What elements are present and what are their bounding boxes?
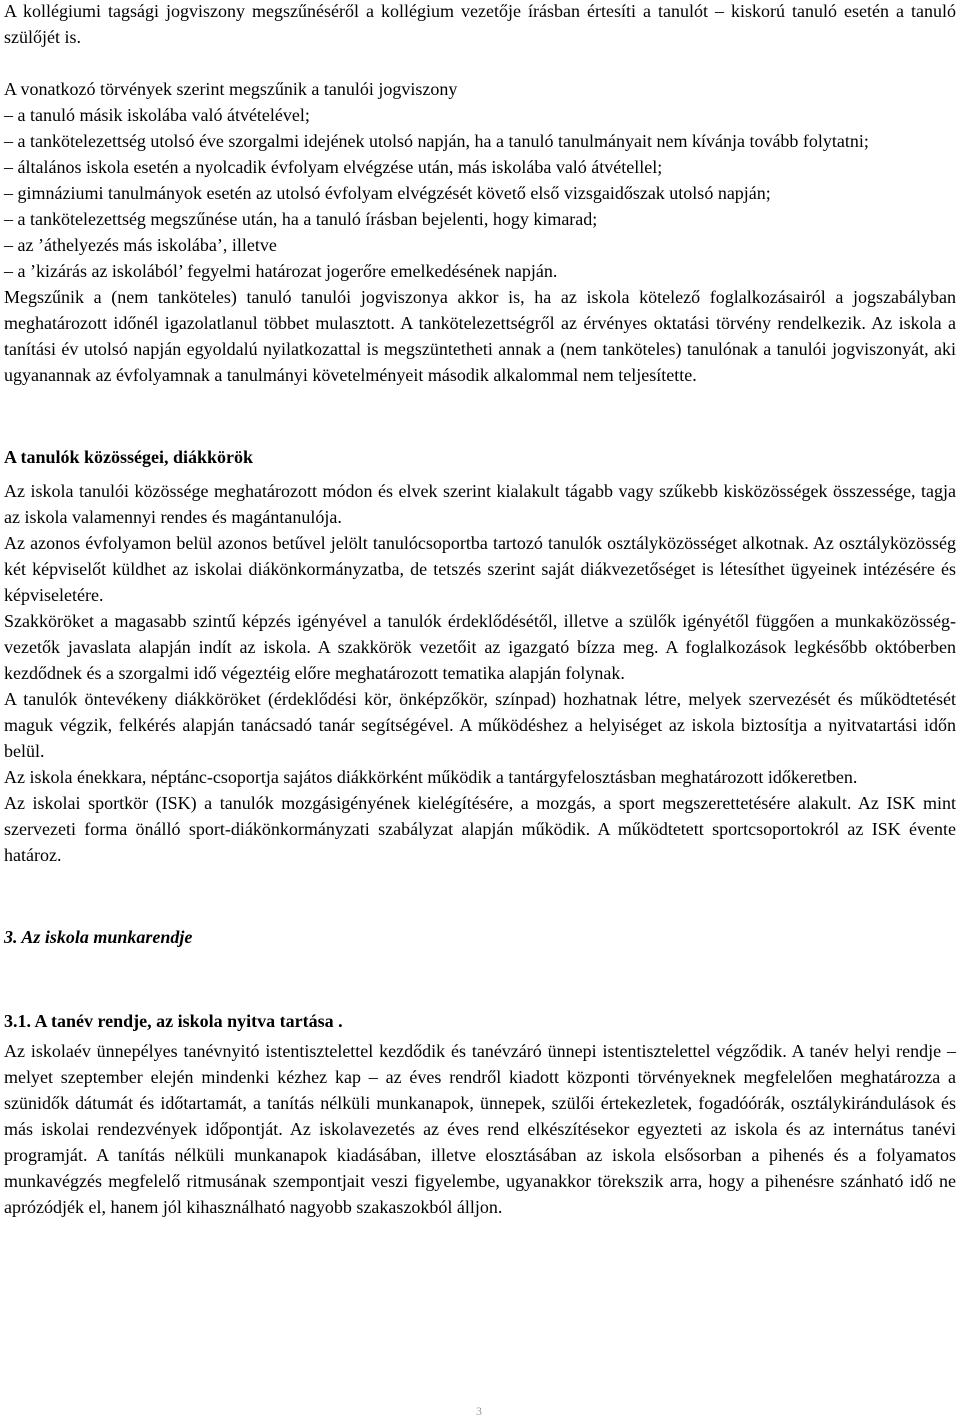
communities-paragraph: Szakköröket a magasabb szintű képzés igényével a tanulók érdeklődésétől, illetve a szülők igényétől függően a munkaközösség-vezetők javaslata alapján indít az iskola. A szakkörök vezetőit az igazgató bízza meg. A foglalkozások legkésőbb októberben kezdődnek és a szorgalmi idő végeztéig előre meghatározott tematika alapján folynak.: [4, 611, 956, 683]
school-year-paragraph: Az iskolaév ünnepélyes tanévnyitó istentisztelettel kezdődik és tanévzáró ünnepi istentisztelettel végződik. A tanév helyi rendje – melyet szeptember elején mindenki kézhez kap – az éves rendről kiadott központi törvényeknek megfelelően meghatározza a szünidők dátumát és időtartamát, a tanítás nélküli munkanapok, ünnepek, szülői értekezletek, fogadóórák, osztálykirándulások és más iskolai rendezvények időpontját. Az iskolavezetés az éves rend elkészítésekor egyezteti az iskola és az internátus tanévi programját. A tanítás nélküli munkanapok kiadásában, illetve elosztásában az iskola elsősorban a pihenés és a folyamatos munkavégzés megfelelő ritmusának szempontjait veszi figyelembe, ugyanakkor törekszik arra, hogy a pihenésre szánható idő ne aprózódjék el, hanem jól kihasználható nagyobb szakaszokból álljon.: [4, 1041, 956, 1217]
termination-item: – a ’kizárás az iskolából’ fegyelmi határozat jogerőre emelkedésének napján.: [4, 261, 558, 281]
termination-item: – gimnáziumi tanulmányok esetén az utolsó évfolyam elvégzését követő első vizsgaidőszak utolsó napján;: [4, 183, 771, 203]
school-work-order-heading: 3. Az iskola munkarendje: [4, 927, 193, 947]
intro-paragraph: A kollégiumi tagsági jogviszony megszűnéséről a kollégium vezetője írásban értesíti a tanulót – kiskorú tanuló esetén a tanuló szülőjét is.: [4, 1, 956, 47]
communities-paragraph: Az iskolai sportkör (ISK) a tanulók mozgásigényének kielégítésére, a mozgás, a sport megszerettetésére alakult. Az ISK mint szervezeti forma önálló sport-diákönkormányzati szabályzat alapján működik. A működtetett sportcsoportokról az ISK évente határoz.: [4, 793, 956, 865]
termination-item: – az ’áthelyezés más iskolába’, illetve: [4, 235, 277, 255]
communities-paragraph: Az iskola énekkara, néptánc-csoportja sajátos diákkörként működik a tantárgyfelosztásban meghatározott időkeretben.: [4, 767, 858, 787]
communities-paragraph: Az iskola tanulói közössége meghatározott módon és elvek szerint kialakult tágabb vagy szűkebb kisközösségek összessége, tagja az iskola valamennyi rendes és magántanulója.: [4, 481, 956, 527]
termination-followup-paragraph: Megszűnik a (nem tanköteles) tanuló tanulói jogviszonya akkor is, ha az iskola kötelező foglalkozásairól a jogszabályban meghatározott időnél igazolatlanul többet mulasztott. A tankötelezettségről az érvényes oktatási törvény rendelkezik. Az iskola a tanítási év utolsó napján egyoldalú nyilatkozattal is megszüntetheti annak a (nem tanköteles) tanulónak a tanulói jogviszonyát, aki ugyanannak az évfolyamnak a tanulmányi követelményeit második alkalommal nem teljesítette.: [4, 287, 956, 385]
school-year-heading: 3.1. A tanév rendje, az iskola nyitva tartása .: [4, 1011, 343, 1031]
document-page: [4, 0, 956, 1220]
termination-item: – a tankötelezettség megszűnése után, ha a tanuló írásban bejelenti, hogy kimarad;: [4, 209, 598, 229]
termination-lead: A vonatkozó törvények szerint megszűnik a tanulói jogviszony: [4, 79, 458, 99]
page-number: 3: [476, 1404, 482, 1418]
termination-item: – a tanuló másik iskolába való átvételével;: [4, 105, 310, 125]
communities-heading: A tanulók közösségei, diákkörök: [4, 447, 254, 467]
termination-item: – a tankötelezettség utolsó éve szorgalmi idejének utolsó napján, ha a tanuló tanulmányait nem kívánja tovább folytatni;: [4, 131, 869, 151]
communities-paragraph: A tanulók öntevékeny diákköröket (érdeklődési kör, önképzőkör, színpad) hozhatnak létre, melyek szervezését és működtetését maguk végzik, felkérés alapján tanácsadó tanár segítségével. A működéshez a helyiséget az iskola biztosítja a nyitvatartási időn belül.: [4, 689, 956, 761]
termination-item: – általános iskola esetén a nyolcadik évfolyam elvégzése után, más iskolába való átvétellel;: [4, 157, 663, 177]
communities-paragraph: Az azonos évfolyamon belül azonos betűvel jelölt tanulócsoportba tartozó tanulók osztályközösséget alkotnak. Az osztályközösség két képviselőt küldhet az iskolai diákönkormányzatba, de tetszés szerint saját diákvezetőséget is létesíthet ügyeinek intézésére és képviseletére.: [4, 533, 956, 605]
